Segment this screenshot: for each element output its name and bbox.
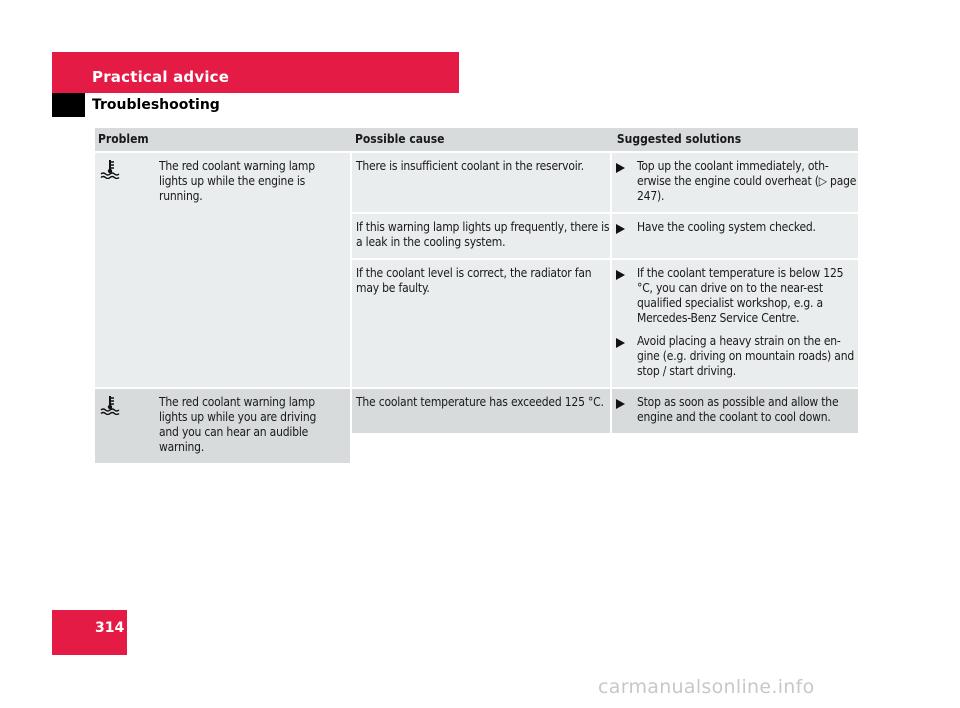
problem-group-1 [95, 153, 858, 389]
solution-item [616, 334, 858, 379]
solution-item [616, 220, 858, 238]
watermark: carmanualsonline.info [598, 676, 815, 698]
solution-item [616, 395, 858, 425]
section-title: Troubleshooting [92, 97, 220, 113]
page-number: 314 [95, 620, 125, 636]
problem-group-2 [95, 389, 858, 465]
problem-cell [95, 153, 352, 387]
suggested-solution [612, 389, 858, 433]
coolant-temperature-icon [95, 395, 159, 455]
possible-cause: If the coolant level is correct, the radiator fan may be faulty. [352, 260, 612, 387]
arrow-bullet-icon [616, 220, 637, 238]
problem-description: The red coolant warning lamp lights up while you are driving and you can hear an audible warning. [159, 395, 317, 454]
arrow-bullet-icon [616, 159, 637, 204]
arrow-bullet-icon [616, 395, 637, 425]
arrow-bullet-icon [616, 334, 637, 379]
solution-text: Top up the coolant immediately, oth-erwise the engine could overheat (▷ page 247). [637, 159, 857, 203]
table-header-row [95, 128, 858, 153]
table-row [352, 260, 858, 387]
solution-item [616, 266, 858, 326]
section-tab-marker [52, 93, 85, 117]
coolant-temperature-icon [95, 159, 159, 379]
suggested-solution [612, 260, 858, 387]
problem-cell [95, 389, 352, 463]
header-suggested-solutions: Suggested solutions [616, 132, 742, 146]
suggested-solution [612, 214, 858, 258]
possible-cause: The coolant temperature has exceeded 125 °C. [352, 389, 612, 433]
suggested-solution [612, 153, 858, 212]
header-possible-cause: Possible cause [354, 132, 445, 146]
solution-text: Avoid placing a heavy strain on the en-gine (e.g. driving on mountain roads) and stop / start driving. [637, 334, 854, 378]
troubleshooting-table [95, 128, 858, 465]
problem-description: The red coolant warning lamp lights up while the engine is running. [159, 159, 315, 203]
chapter-title: Practical advice [92, 68, 230, 86]
arrow-bullet-icon [616, 266, 637, 326]
solution-text: Stop as soon as possible and allow the engine and the coolant to cool down. [637, 395, 839, 424]
cause-solution-rows [352, 153, 858, 387]
header-problem: Problem [98, 132, 149, 146]
table-row [352, 389, 858, 433]
table-row [352, 153, 858, 214]
solution-text: Have the cooling system checked. [637, 220, 816, 234]
possible-cause: There is insufficient coolant in the reservoir. [352, 153, 612, 212]
possible-cause: If this warning lamp lights up frequently, there is a leak in the cooling system. [352, 214, 612, 258]
cause-solution-rows [352, 389, 858, 463]
solution-text: If the coolant temperature is below 125 °C, you can drive on to the near-est qualified specialist workshop, e.g. a Mercedes-Benz Service Centre. [637, 266, 844, 325]
solution-item [616, 159, 858, 204]
table-row [352, 214, 858, 260]
